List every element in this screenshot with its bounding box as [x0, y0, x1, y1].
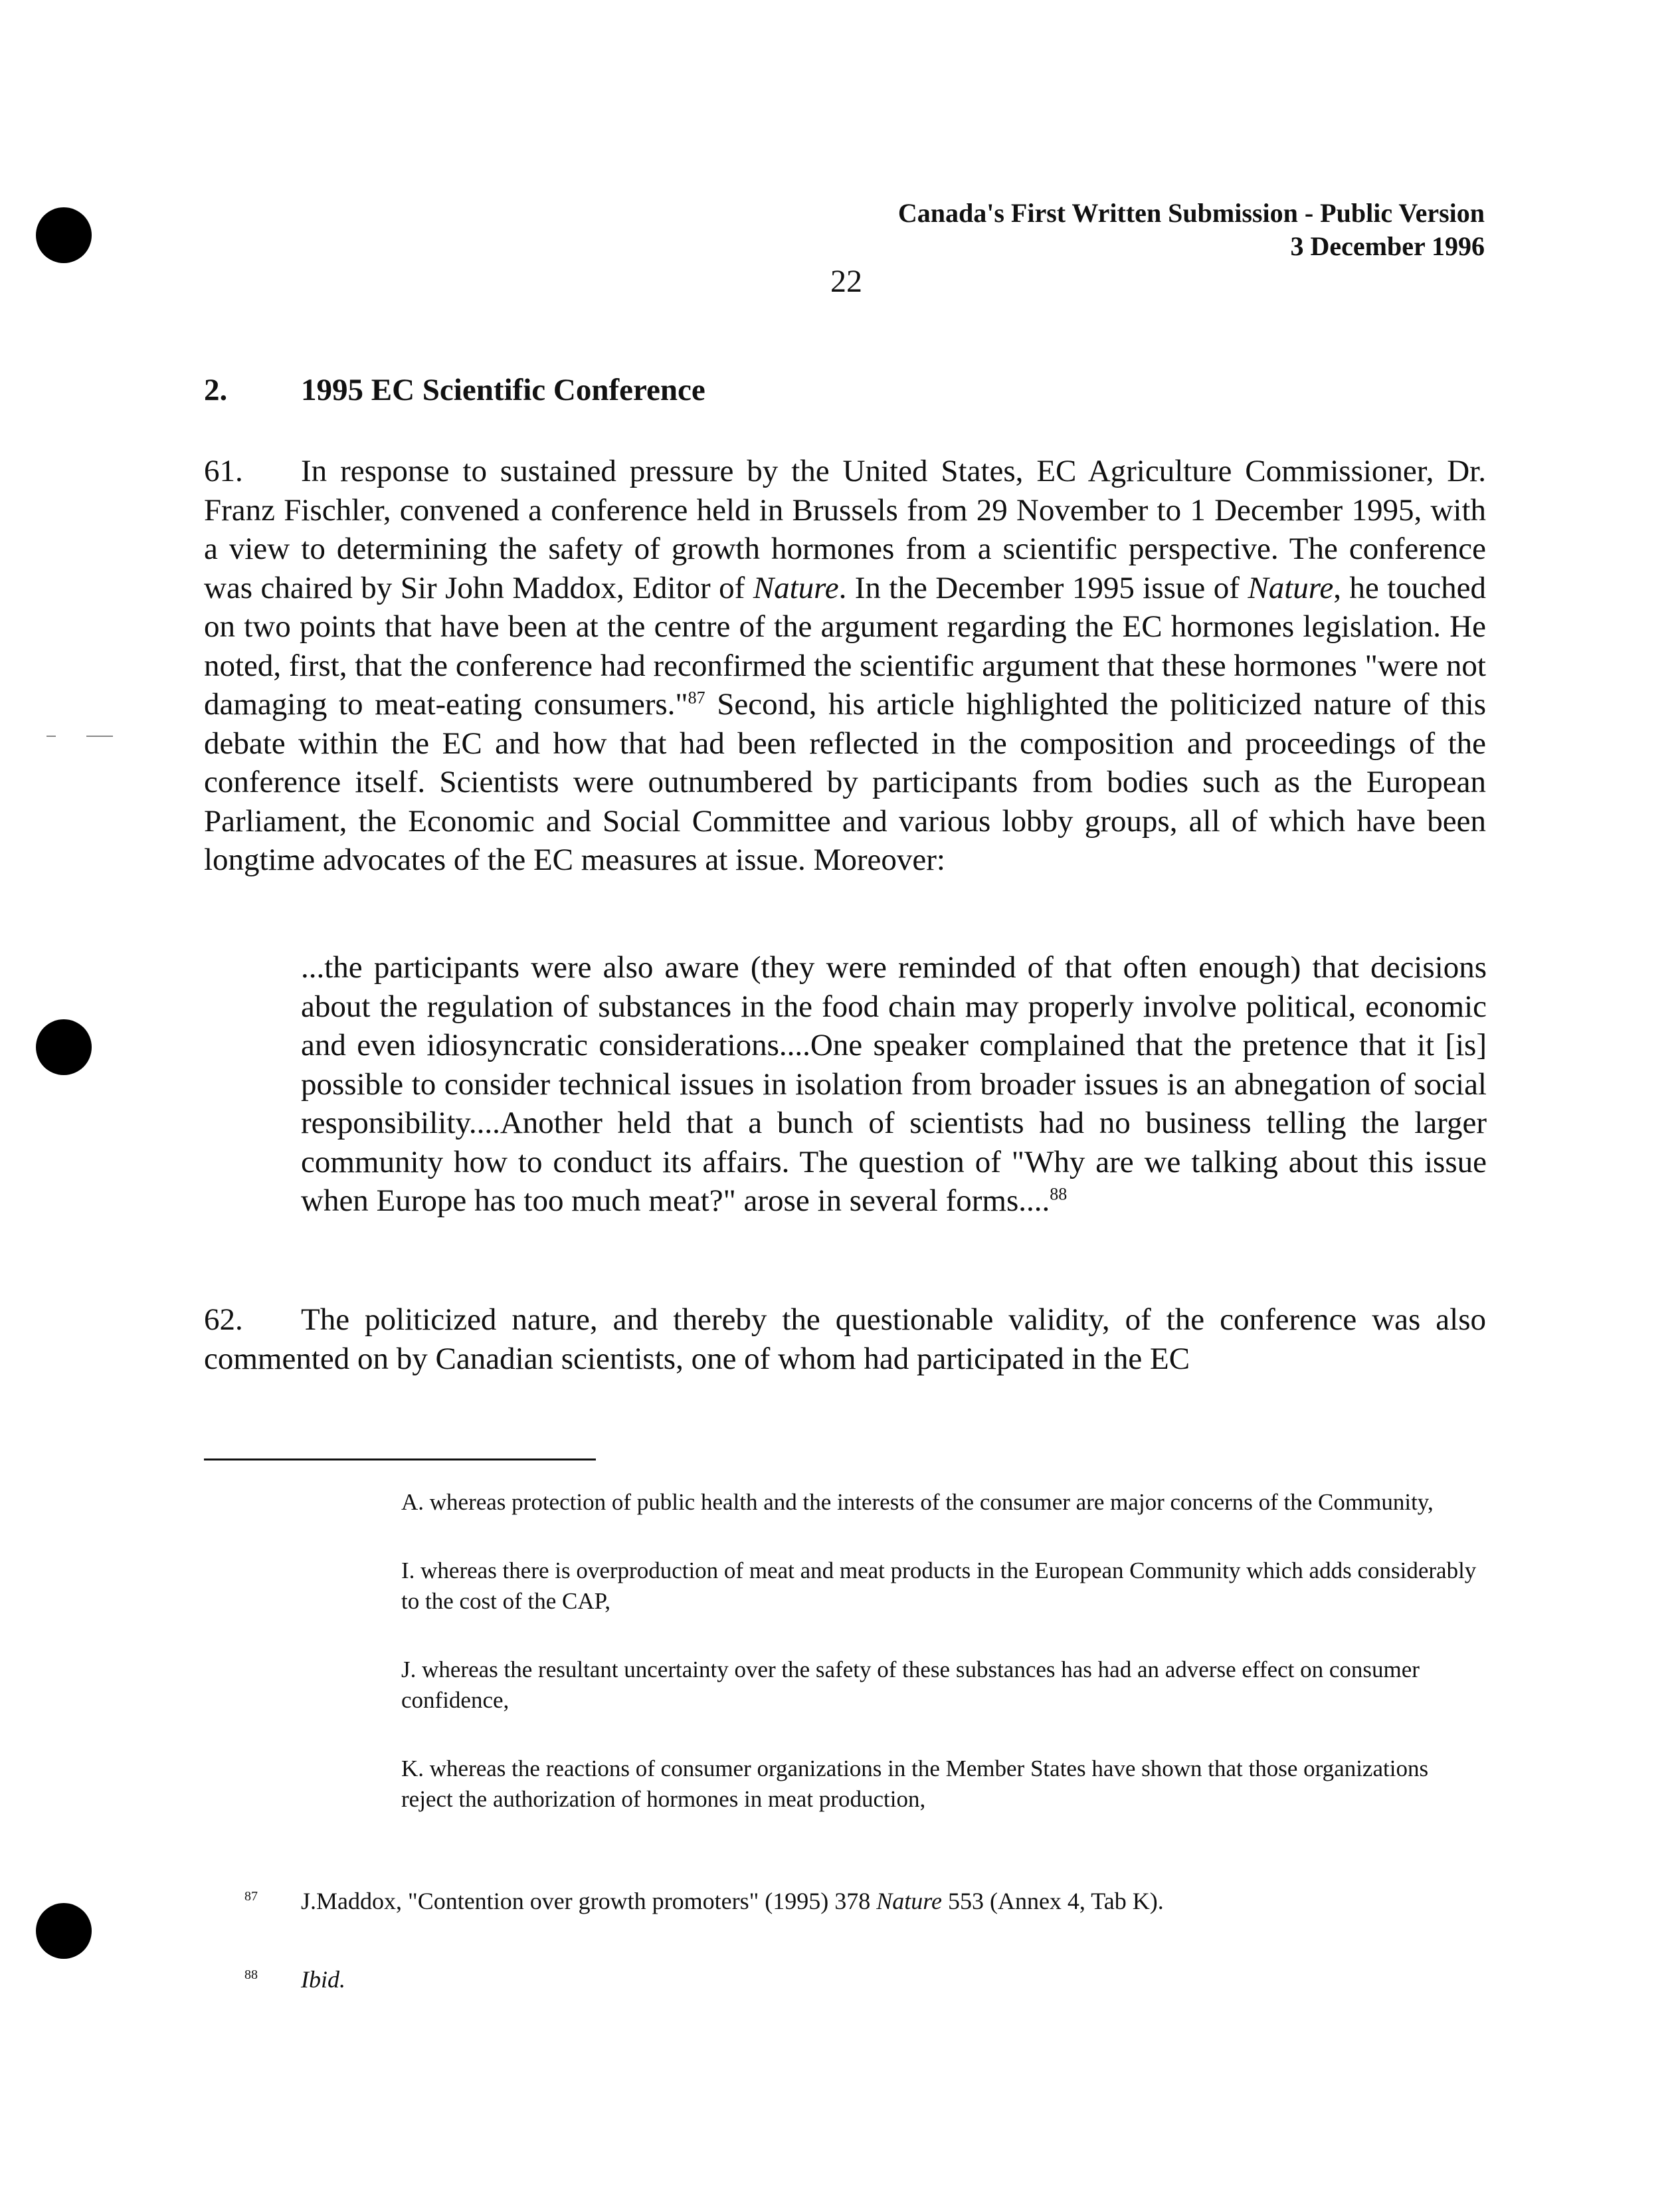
- clause-a: A. whereas protection of public health and the interests of the consumer are major concerns of the Community,: [401, 1489, 1434, 1515]
- block-quote: [301, 948, 1487, 1221]
- section-heading: [204, 372, 705, 408]
- punch-hole: [36, 207, 92, 263]
- journal-name: Nature: [876, 1888, 942, 1914]
- footnote-reference[interactable]: 87: [688, 688, 705, 708]
- paragraph-text: The politicized nature, and thereby the questionable validity, of the conference was also commented on by Canadian scientists, one of whom had participated in the EC: [204, 1302, 1486, 1376]
- clause-k: K. whereas the reactions of consumer organizations in the Member States have shown that those organizations reject the authorization of hormones in meat production,: [401, 1756, 1429, 1812]
- paragraph-number: 61.: [204, 454, 243, 488]
- document-header: [898, 197, 1485, 263]
- paragraph-text: , he touched on two points that have been at the centre of the argument regarding the EC hormones legislation. He noted, first, that the conference had reconfirmed the scientific argument that these hormones "were not damaging to meat-eating consumers.": [204, 570, 1486, 722]
- paragraph-62: [204, 1300, 1486, 1378]
- clause-i: I. whereas there is overproduction of meat and meat products in the European Community which adds considerably to the cost of the CAP,: [401, 1558, 1477, 1614]
- header-title: Canada's First Written Submission - Public Version: [897, 198, 1485, 228]
- paragraph-text: In response to sustained pressure by the United States, EC Agriculture Commissioner, Dr. Franz Fischler, convened a conference held in Brussels from 29 November to 1 December 1995, with a view to determining the safety of growth hormones from a scientific perspective. The conference was chaired by Sir John Maddox, Editor of: [204, 454, 1486, 605]
- footnote-separator: [204, 1458, 596, 1460]
- scan-speck: [86, 736, 113, 737]
- paragraph-number: 62.: [204, 1302, 243, 1337]
- punch-hole: [36, 1019, 92, 1075]
- journal-name: Nature: [1248, 570, 1334, 605]
- resolution-clauses: [401, 1487, 1485, 1853]
- scan-speck: [47, 736, 56, 737]
- footnote-88: 88 Ibid.: [244, 1966, 345, 1993]
- section-title: 1995 EC Scientific Conference: [301, 373, 705, 407]
- paragraph-text: Second, his article highlighted the politicized nature of this debate within the EC and how that had been reflected in the composition and proceedings of the conference itself. Scientists were outnumbered by participants from bodies such as the European Parliament, the Economic and Social Committee and various lobby groups, all of which have been longtime advocates of the EC measures at issue. Moreover:: [204, 687, 1487, 877]
- section-number: 2.: [204, 373, 228, 407]
- footnote-reference[interactable]: 88: [1050, 1184, 1068, 1204]
- footnote-text: 553 (Annex 4, Tab K).: [941, 1888, 1164, 1914]
- paragraph-text: . In the December 1995 issue of: [838, 570, 1248, 605]
- quote-text: ...the participants were also aware (they were reminded of that often enough) that decisions about the regulation of substances in the food chain may properly involve political, economic and even idiosyncratic considerations....One speaker complained that the pretence that it [is] possible to consider technical issues in isolation from broader issues is an abnegation of social responsibility....Another held that a bunch of scientists had no business telling the larger community how to conduct its affairs. The question of "Why are we talking about this issue when Europe has too much meat?" arose in several forms....: [301, 950, 1487, 1218]
- header-date: 3 December 1996: [1290, 231, 1485, 261]
- page-number: 22: [830, 264, 862, 299]
- footnote-87: 87 J.Maddox, "Contention over growth promoters" (1995) 378 Nature 553 (Annex 4, Tab K).: [244, 1888, 1164, 1914]
- footnote-text: J.Maddox, "Contention over growth promoters" (1995) 378: [301, 1888, 877, 1914]
- punch-hole: [36, 1903, 92, 1959]
- clause-j: J. whereas the resultant uncertainty over the safety of these substances has had an adverse effect on consumer confidence,: [401, 1657, 1420, 1713]
- journal-name: Nature: [753, 570, 839, 605]
- footnote-text: Ibid.: [301, 1966, 345, 1993]
- paragraph-61: [204, 452, 1486, 880]
